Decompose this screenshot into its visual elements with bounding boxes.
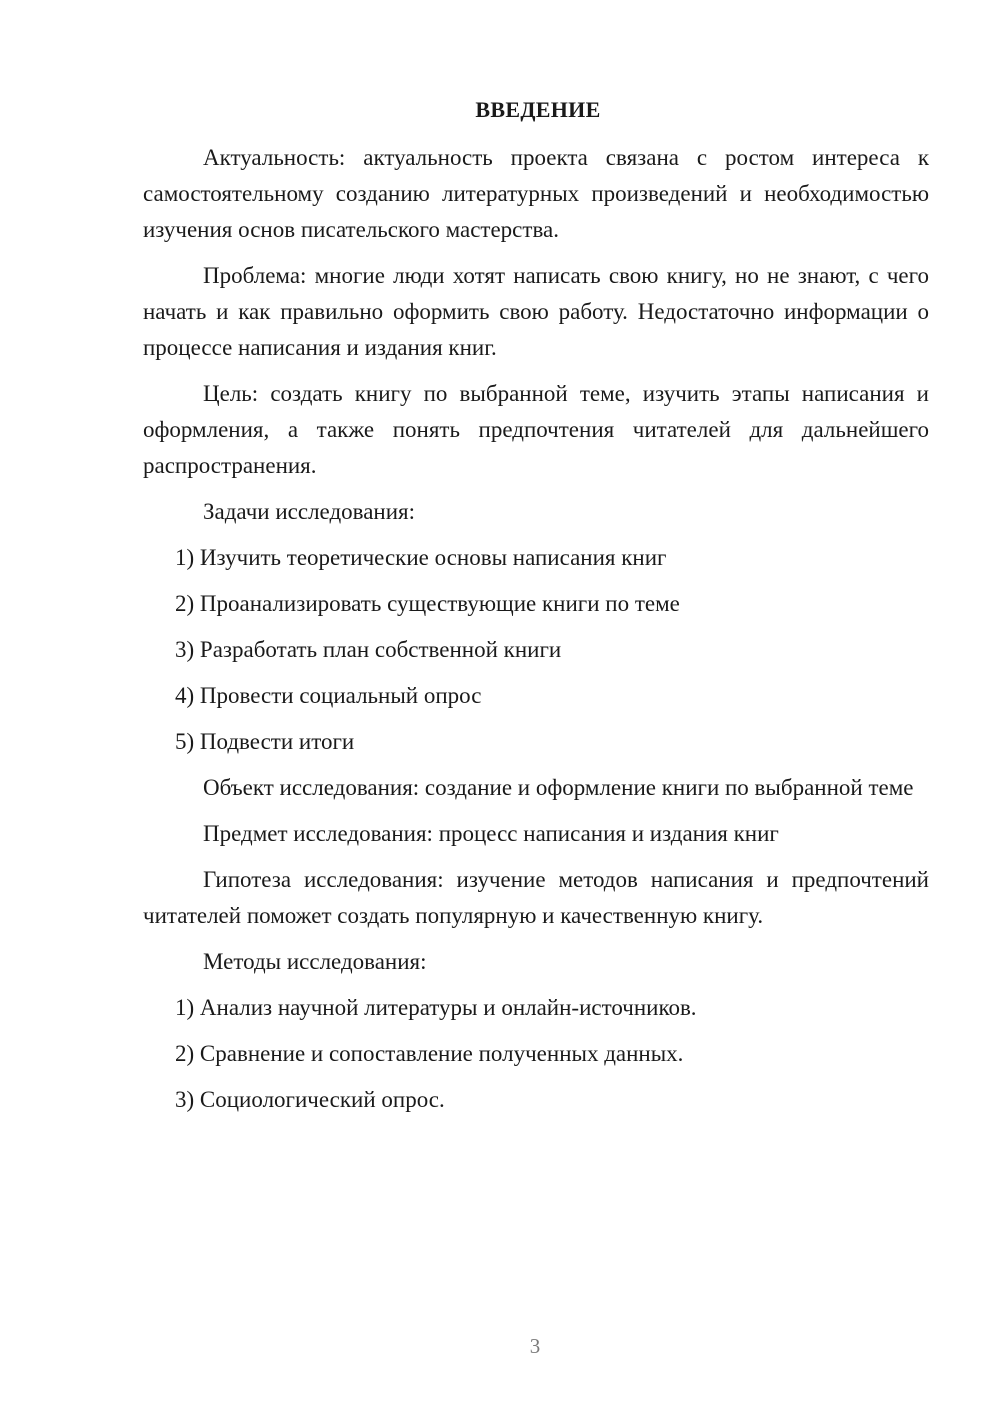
task-item: 1) Изучить теоретические основы написания книг [175,545,667,570]
methods-heading: Методы исследования: [203,949,427,974]
page-number: 3 [529,1334,541,1358]
method-item: 1) Анализ научной литературы и онлайн-источников. [175,995,697,1020]
problem-paragraph: Проблема: многие люди хотят написать свою книгу, но не знают, с чего начать и как правильно оформить свою работу. Недостаточно информации о процессе написания и издания книг. [143,263,929,360]
page-content [143,92,929,1128]
method-item: 3) Социологический опрос. [175,1087,445,1112]
goal-paragraph: Цель: создать книгу по выбранной теме, изучить этапы написания и оформления, а также понять предпочтения читателей для дальнейшего распространения. [143,381,929,478]
relevance-paragraph: Актуальность: актуальность проекта связана с ростом интереса к самостоятельному созданию литературных произведений и необходимостью изучения основ писательского мастерства. [143,145,929,242]
task-item: 4) Провести социальный опрос [175,683,482,708]
tasks-heading: Задачи исследования: [203,499,416,524]
task-item: 3) Разработать план собственной книги [175,637,562,662]
subject-paragraph: Предмет исследования: процесс написания и издания книг [203,821,779,846]
object-paragraph: Объект исследования: создание и оформление книги по выбранной теме [203,775,914,800]
hypothesis-paragraph: Гипотеза исследования: изучение методов написания и предпочтений читателей поможет создать популярную и качественную книгу. [143,867,929,928]
task-item: 2) Проанализировать существующие книги по теме [175,591,680,616]
task-item: 5) Подвести итоги [175,729,355,754]
page-title: ВВЕДЕНИЕ [475,97,601,122]
method-item: 2) Сравнение и сопоставление полученных данных. [175,1041,684,1066]
